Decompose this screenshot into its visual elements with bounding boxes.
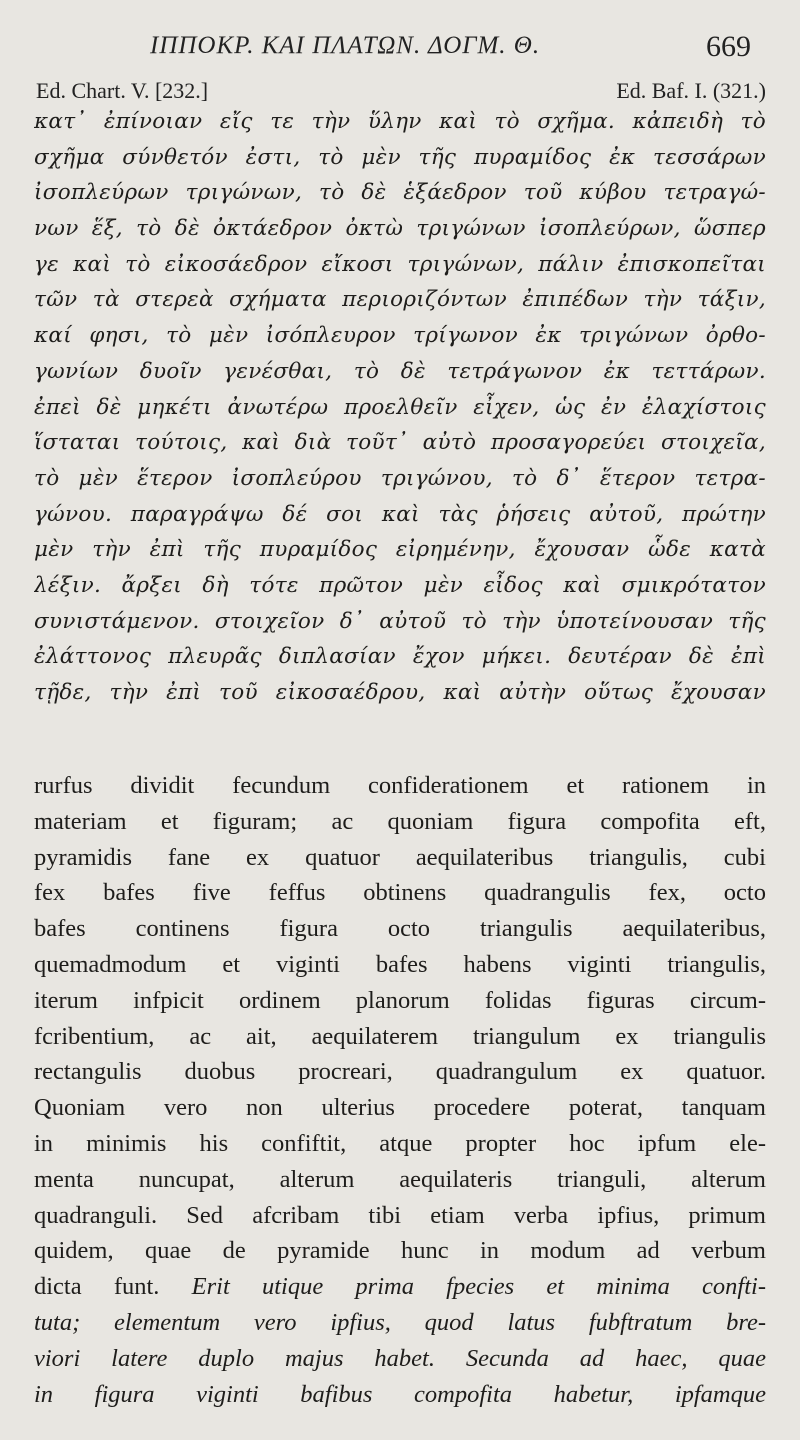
page-number: 669 [706, 30, 751, 63]
latin-line: menta nuncupat, alterum aequilateris trianguli, alterum [34, 1165, 766, 1193]
greek-line: γώνου. παραγράψω δέ σοι καὶ τὰς ῥήσεις αὐτοῦ, πρώτην [34, 501, 766, 527]
latin-line: iterum infpicit ordinem planorum folidas figuras circum- [34, 986, 766, 1014]
latin-line: quemadmodum et viginti bafes habens viginti triangulis, [34, 950, 766, 978]
latin-line: pyramidis fane ex quatuor aequilateribus triangulis, cubi [34, 843, 766, 871]
edition-basel-reference: Ed. Baf. I. (321.) [616, 78, 766, 103]
greek-line: γωνίων δυοῖν γενέσθαι, τὸ δὲ τετράγωνον ἐκ τεττάρων. [34, 358, 766, 384]
greek-line: τὸ μὲν ἕτερον ἰσοπλεύρου τριγώνου, τὸ δ᾽ ἕτερον τετρα- [34, 465, 766, 491]
latin-italic-quotation-line: tuta; elementum vero ipfius, quod latus fubftratum bre- [34, 1308, 766, 1336]
latin-line: fcribentium, ac ait, aequilaterem triangulum ex triangulis [34, 1022, 766, 1050]
greek-line: γε καὶ τὸ εἰκοσάεδρον εἴκοσι τριγώνων, πάλιν ἐπισκοπεῖται [34, 251, 766, 277]
greek-line: συνιστάμενον. στοιχεῖον δ᾽ αὐτοῦ τὸ τὴν ὑποτείνουσαν τῆς [34, 608, 766, 634]
latin-line-mixed [34, 1269, 766, 1305]
latin-line: rectangulis duobus procreari, quadrangulum ex quatuor. [34, 1058, 766, 1086]
greek-line: τῇδε, τὴν ἐπὶ τοῦ εἰκοσαέδρου, καὶ αὐτὴν οὕτως ἔχουσαν [34, 680, 766, 705]
greek-line: νων ἕξ, τὸ δὲ ὀκτάεδρον ὀκτὼ τριγώνων ἰσοπλεύρων, ὥσπερ [34, 216, 766, 242]
latin-line: quadranguli. Sed afcribam tibi etiam verba ipfius, primum [34, 1201, 766, 1229]
greek-line: ἵσταται τούτοις, καὶ διὰ τοῦτ᾽ αὐτὸ προσαγορεύει στοιχεῖα, [34, 430, 766, 456]
greek-line: ἐλάττονος πλευρᾶς διπλασίαν ἔχον μήκει. δευτέραν δὲ ἐπὶ [34, 644, 766, 670]
latin-line: rurfus dividit fecundum confiderationem et rationem in [34, 772, 766, 799]
latin-line: Quoniam vero non ulterius procedere poterat, tanquam [34, 1094, 766, 1122]
latin-line: bafes continens figura octo triangulis aequilateribus, [34, 915, 766, 943]
latin-line: in minimis his confiftit, atque propter hoc ipfum ele- [34, 1129, 766, 1157]
latin-italic-quotation-line: viori latere duplo majus habet. Secunda ad haec, quae [34, 1344, 766, 1372]
page-header [0, 28, 800, 68]
latin-roman-segment: dicta funt. [34, 1273, 160, 1301]
greek-line: σχῆμα σύνθετόν ἐστι, τὸ μὲν τῆς πυραμίδος ἐκ τεσσάρων [34, 144, 766, 170]
greek-line: μὲν τὴν ἐπὶ τῆς πυραμίδος εἰρημένην, ἔχουσαν ὧδε κατὰ [34, 537, 766, 563]
latin-line: fex bafes five feffus obtinens quadrangulis fex, octo [34, 879, 766, 907]
latin-text-block [34, 768, 766, 1412]
greek-line: καί φησι, τὸ μὲν ἰσόπλευρον τρίγωνον ἐκ τριγώνων ὀρθο- [34, 323, 766, 349]
greek-line: ἰσοπλεύρων τριγώνων, τὸ δὲ ἑξάεδρον τοῦ κύβου τετραγώ- [34, 180, 766, 206]
latin-italic-quotation-line: in figura viginti bafibus compofita habetur, ipfamque [34, 1380, 766, 1408]
greek-line: κατ᾽ ἐπίνοιαν εἴς τε τὴν ὕλην καὶ τὸ σχῆμα. κἀπειδὴ τὸ [34, 109, 766, 134]
greek-line: τῶν τὰ στερεὰ σχήματα περιοριζόντων ἐπιπέδων τὴν τάξιν, [34, 287, 766, 313]
latin-italic-quotation: Erit utique prima fpecies et minima confti- [191, 1273, 766, 1301]
running-title: ΙΠΠΟΚΡ. ΚΑΙ ΠΛΑΤΩΝ. ΔΟΓΜ. Θ. [150, 32, 541, 59]
greek-line: λέξιν. ἄρξει δὴ τότε πρῶτον μὲν εἶδος καὶ σμικρότατον [34, 572, 766, 598]
greek-line: ἐπεὶ δὲ μηκέτι ἀνωτέρω προελθεῖν εἶχεν, ὡς ἐν ἐλαχίστοις [34, 394, 766, 420]
edition-chartier-reference: Ed. Chart. V. [232.] [36, 78, 209, 103]
greek-text-block [34, 104, 766, 711]
latin-line: quidem, quae de pyramide hunc in modum ad verbum [34, 1237, 766, 1265]
latin-line: materiam et figuram; ac quoniam figura compofita eft, [34, 807, 766, 835]
